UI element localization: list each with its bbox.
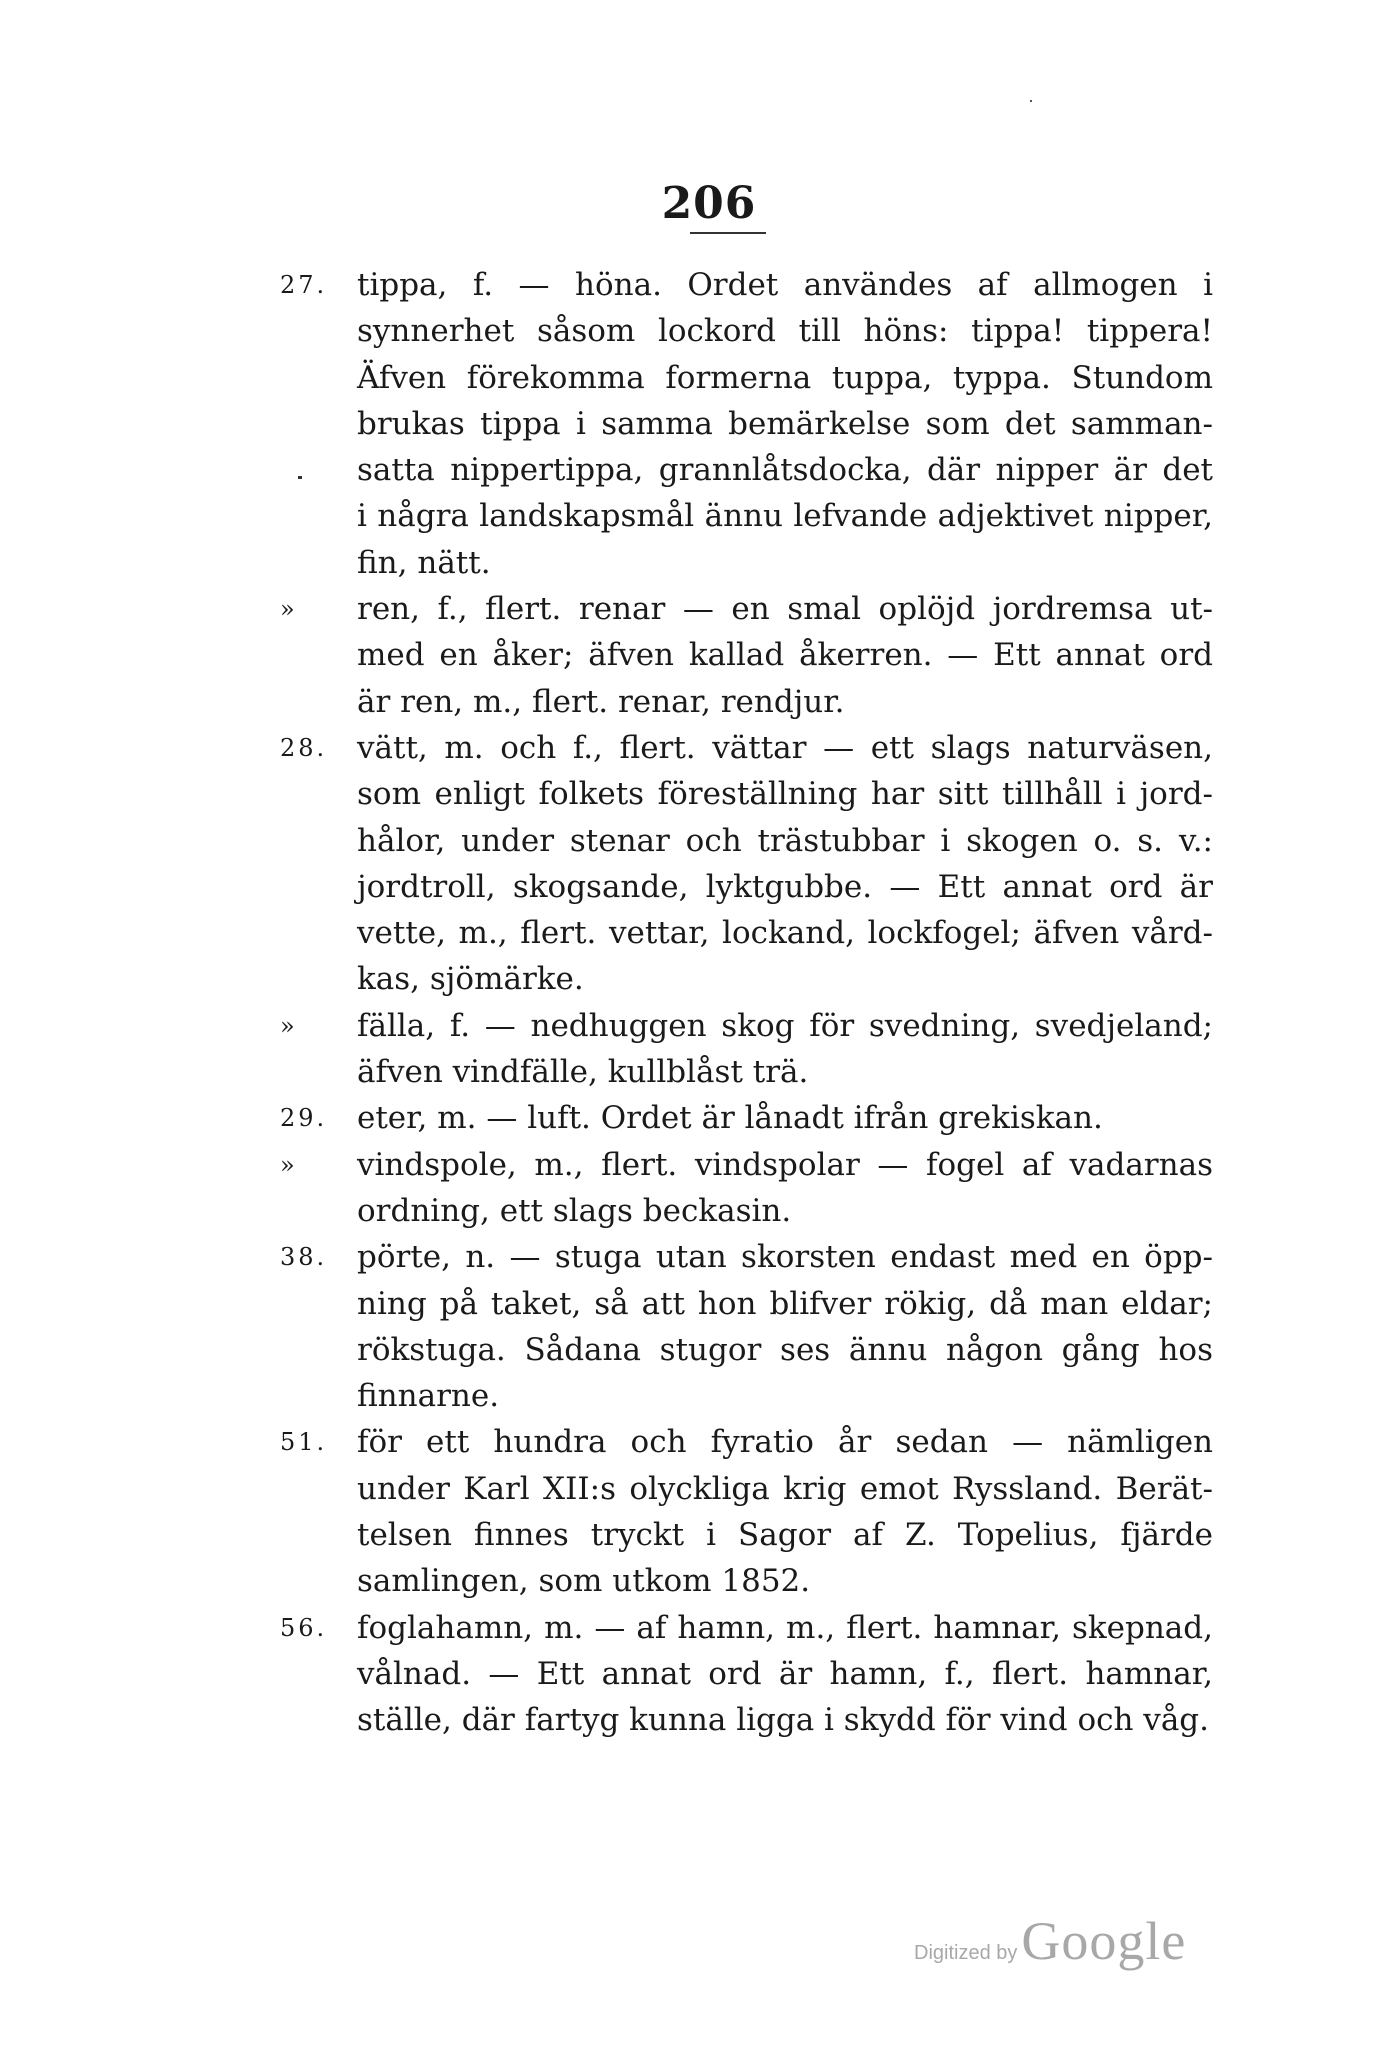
note-line: under Karl XII:s olyckliga krig emot Ryssland. Berät-: [357, 1470, 1213, 1507]
note-marker: 28.: [280, 733, 328, 762]
digitized-watermark: [914, 1910, 1186, 1972]
note-entry: [0, 1605, 1400, 1744]
note-marker: 56.: [280, 1613, 328, 1642]
note-entry: [0, 586, 1400, 725]
note-entry: [0, 725, 1400, 1003]
watermark-prefix: Digitized by: [914, 1942, 1018, 1964]
note-line: i några landskapsmål ännu lefvande adjektivet nipper,: [357, 498, 1213, 535]
note-line: brukas tippa i samma bemärkelse som det samman-: [357, 405, 1213, 442]
note-line: vålnad. — Ett annat ord är hamn, f., flert. hamnar,: [357, 1655, 1213, 1692]
note-entry: [0, 1419, 1400, 1604]
note-line: fälla, f. — nedhuggen skog för svedning, svedjeland;: [357, 1007, 1213, 1044]
note-marker: »: [280, 1150, 298, 1179]
note-line: jordtroll, skogsande, lyktgubbe. — Ett annat ord är: [357, 868, 1213, 905]
note-entry: [0, 1095, 1400, 1141]
note-line: eter, m. — luft. Ordet är lånadt ifrån grekiskan.: [357, 1100, 1103, 1137]
note-line: ning på taket, så att hon blifver rökig, då man eldar;: [357, 1285, 1213, 1322]
note-line: telsen finnes tryckt i Sagor af Z. Topelius, fjärde: [357, 1517, 1213, 1554]
note-line: för ett hundra och fyratio år sedan — nämligen: [357, 1424, 1213, 1461]
note-line: vindspole, m., flert. vindspolar — fogel af vadarnas: [357, 1146, 1213, 1183]
note-line: ställe, där fartyg kunna ligga i skydd för vind och våg.: [357, 1702, 1210, 1739]
notes-list: [0, 262, 1400, 1744]
note-line: hålor, under stenar och trästubbar i skogen o. s. v.:: [357, 822, 1213, 859]
google-logo: Google: [1021, 1911, 1187, 1971]
note-line: finnarne.: [357, 1378, 500, 1415]
note-line: Äfven förekomma formerna tuppa, typpa. Stundom: [357, 359, 1213, 396]
note-entry: [0, 262, 1400, 586]
note-entry: [0, 1234, 1400, 1419]
note-line: foglahamn, m. — af hamn, m., flert. hamnar, skepnad,: [357, 1609, 1213, 1646]
note-line: satta nippertippa, grannlåtsdocka, där nipper är det: [357, 452, 1213, 489]
note-line: äfven vindfälle, kullblåst trä.: [357, 1054, 809, 1091]
note-marker: 29.: [280, 1104, 328, 1133]
page-number: 206: [661, 178, 757, 229]
note-marker: 27.: [280, 271, 328, 299]
note-marker: 51.: [280, 1428, 328, 1457]
note-marker: »: [280, 1011, 298, 1040]
note-line: tippa, f. — höna. Ordet användes af allmogen i: [357, 267, 1213, 303]
stray-mark: [1030, 100, 1032, 102]
note-line: fin, nätt.: [357, 544, 491, 581]
note-line: samlingen, som utkom 1852.: [357, 1563, 811, 1600]
note-marker: 38.: [280, 1243, 328, 1272]
page-number-rule: [690, 232, 766, 234]
note-line: ren, f., flert. renar — en smal oplöjd jordremsa ut-: [357, 591, 1213, 628]
note-line: är ren, m., flert. renar, rendjur.: [357, 683, 845, 720]
note-entry: [0, 1142, 1400, 1235]
note-line: som enligt folkets föreställning har sitt tillhåll i jord-: [357, 776, 1213, 813]
note-line: med en åker; äfven kallad åkerren. — Ett annat ord: [357, 637, 1213, 674]
note-line: pörte, n. — stuga utan skorsten endast med en öpp-: [357, 1239, 1213, 1276]
note-line: vette, m., flert. vettar, lockand, lockfogel; äfven vård-: [357, 915, 1213, 952]
note-line: kas, sjömärke.: [357, 961, 584, 998]
note-line: ordning, ett slags beckasin.: [357, 1192, 792, 1229]
note-marker: »: [280, 595, 298, 624]
note-line: vätt, m. och f., flert. vättar — ett slags naturväsen,: [357, 729, 1213, 766]
note-line: synnerhet såsom lockord till höns: tippa! tippera!: [357, 313, 1213, 350]
note-line: rökstuga. Sådana stugor ses ännu någon gång hos: [357, 1331, 1213, 1368]
note-entry: [0, 1003, 1400, 1096]
